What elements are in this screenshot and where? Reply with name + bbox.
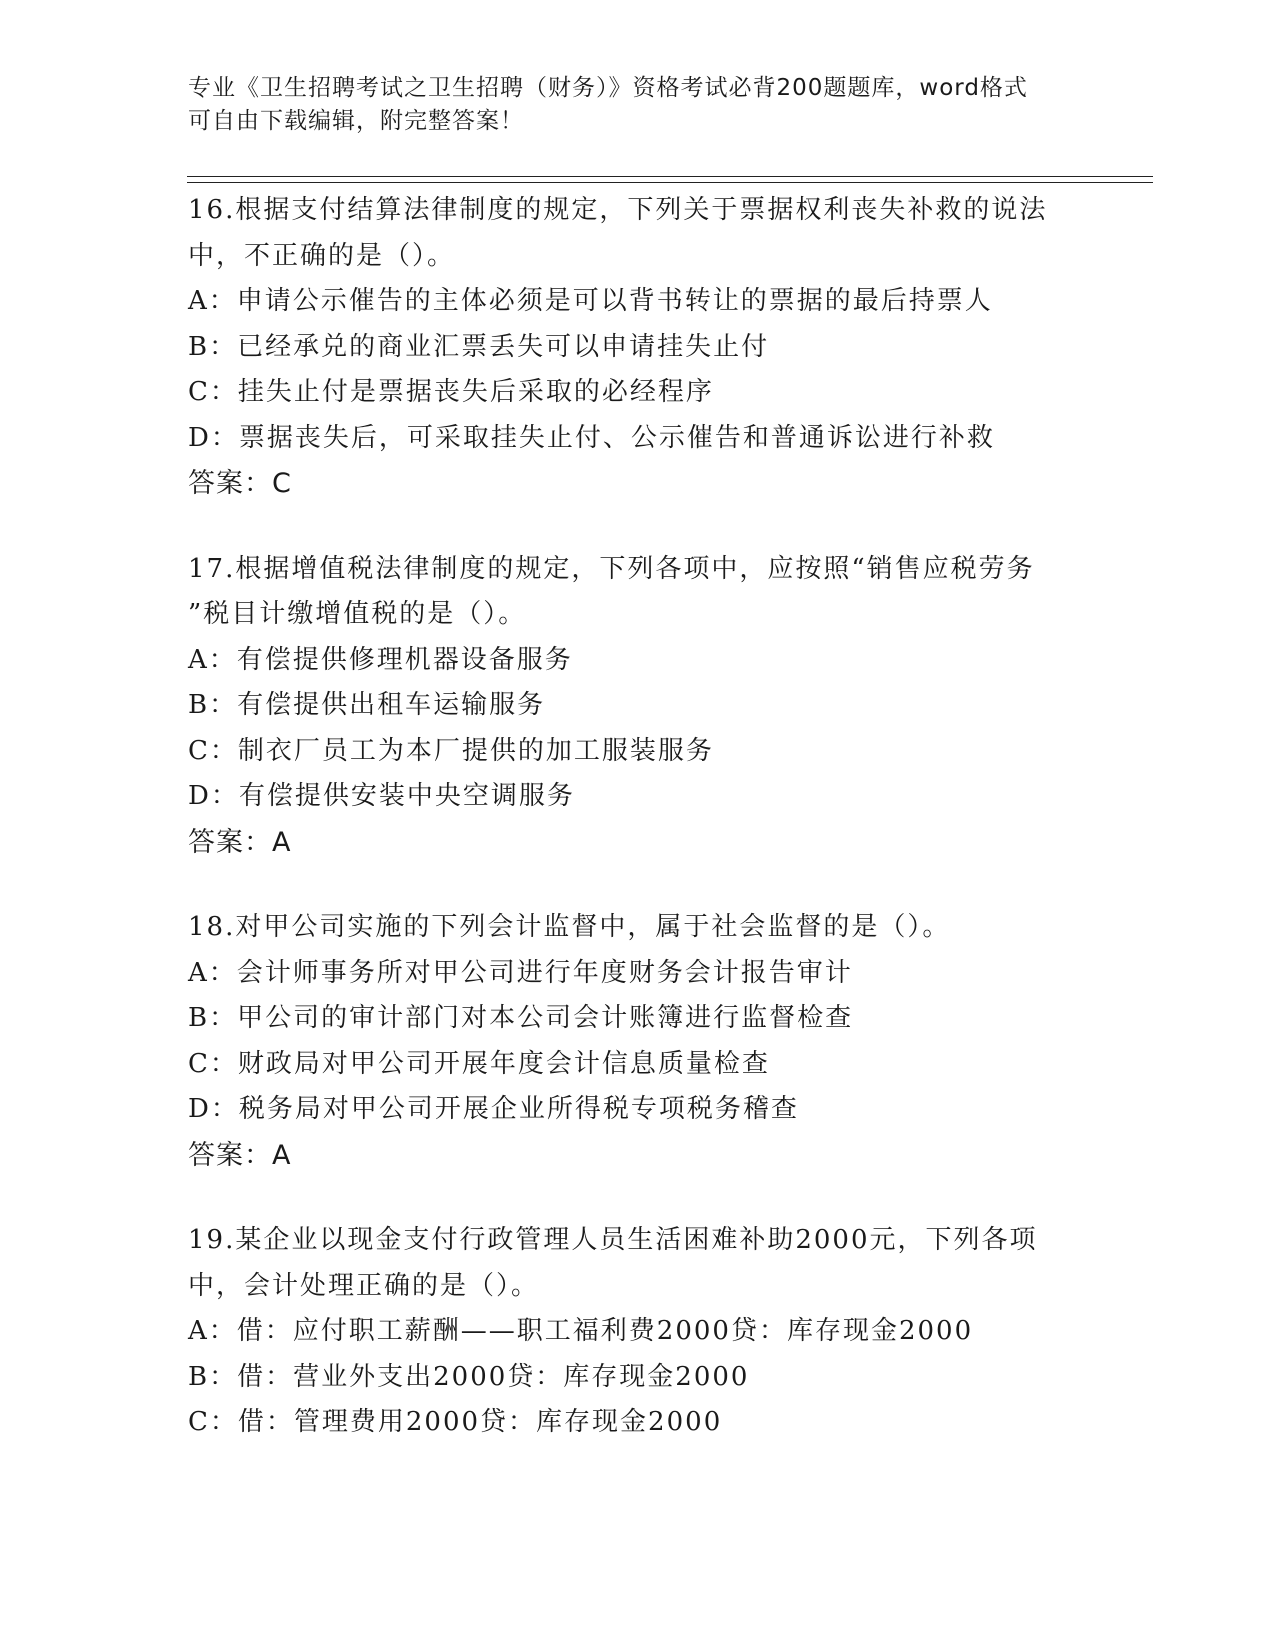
option-c: C：挂失止付是票据丧失后采取的必经程序 — [188, 377, 714, 407]
question-stem-line: 17.根据增值税法律制度的规定，下列各项中，应按照“销售应税劳务 — [188, 553, 1035, 584]
option-d: D：票据丧失后，可采取挂失止付、公示催告和普通诉讼进行补救 — [188, 422, 995, 453]
question-19 — [188, 1218, 1088, 1446]
header-divider-top — [187, 176, 1153, 177]
question-stem-line: 中，不正确的是（）。 — [188, 240, 456, 271]
question-list — [188, 188, 1088, 1486]
question-18 — [188, 905, 1088, 1178]
question-16 — [188, 188, 1088, 507]
question-stem-line: ”税目计缴增值税的是（）。 — [188, 599, 527, 629]
question-stem-line: 16.根据支付结算法律制度的规定，下列关于票据权利丧失补救的说法 — [188, 195, 1048, 225]
option-c: C：财政局对甲公司开展年度会计信息质量检查 — [188, 1048, 770, 1079]
option-b: B：已经承兑的商业汇票丢失可以申请挂失止付 — [188, 331, 770, 362]
option-b: B：有偿提供出租车运输服务 — [188, 690, 546, 720]
header-line-2: 可自由下载编辑，附完整答案！ — [188, 108, 524, 134]
answer-label: 答案：A — [188, 826, 292, 858]
header-divider-bottom — [187, 182, 1153, 183]
question-stem-line: 中，会计处理正确的是（）。 — [188, 1270, 540, 1301]
question-stem-line: 19.某企业以现金支付行政管理人员生活困难补助2000元，下列各项 — [188, 1225, 1038, 1255]
option-b: B：借：营业外支出2000贷：库存现金2000 — [188, 1361, 750, 1392]
option-a: A：会计师事务所对甲公司进行年度财务会计报告审计 — [188, 957, 853, 988]
option-d: D：税务局对甲公司开展企业所得税专项税务稽查 — [188, 1094, 799, 1124]
answer-label: 答案：C — [188, 468, 292, 499]
option-d: D：有偿提供安装中央空调服务 — [188, 781, 575, 811]
answer-label: 答案：A — [188, 1139, 292, 1171]
option-c: C：制衣厂员工为本厂提供的加工服装服务 — [188, 735, 714, 766]
option-a: A：申请公示催告的主体必须是可以背书转让的票据的最后持票人 — [188, 286, 993, 316]
option-a: A：借：应付职工薪酬——职工福利费2000贷：库存现金2000 — [188, 1316, 974, 1346]
question-stem-line: 18.对甲公司实施的下列会计监督中，属于社会监督的是（）。 — [188, 912, 951, 942]
header-line-1: 专业《卫生招聘考试之卫生招聘（财务）》资格考试必背200题题库，word格式 — [188, 75, 1028, 101]
option-a: A：有偿提供修理机器设备服务 — [188, 644, 573, 675]
option-c: C：借：管理费用2000贷：库存现金2000 — [188, 1407, 723, 1437]
document-header — [188, 72, 1068, 138]
option-b: B：甲公司的审计部门对本公司会计账簿进行监督检查 — [188, 1003, 854, 1033]
question-17 — [188, 547, 1088, 866]
